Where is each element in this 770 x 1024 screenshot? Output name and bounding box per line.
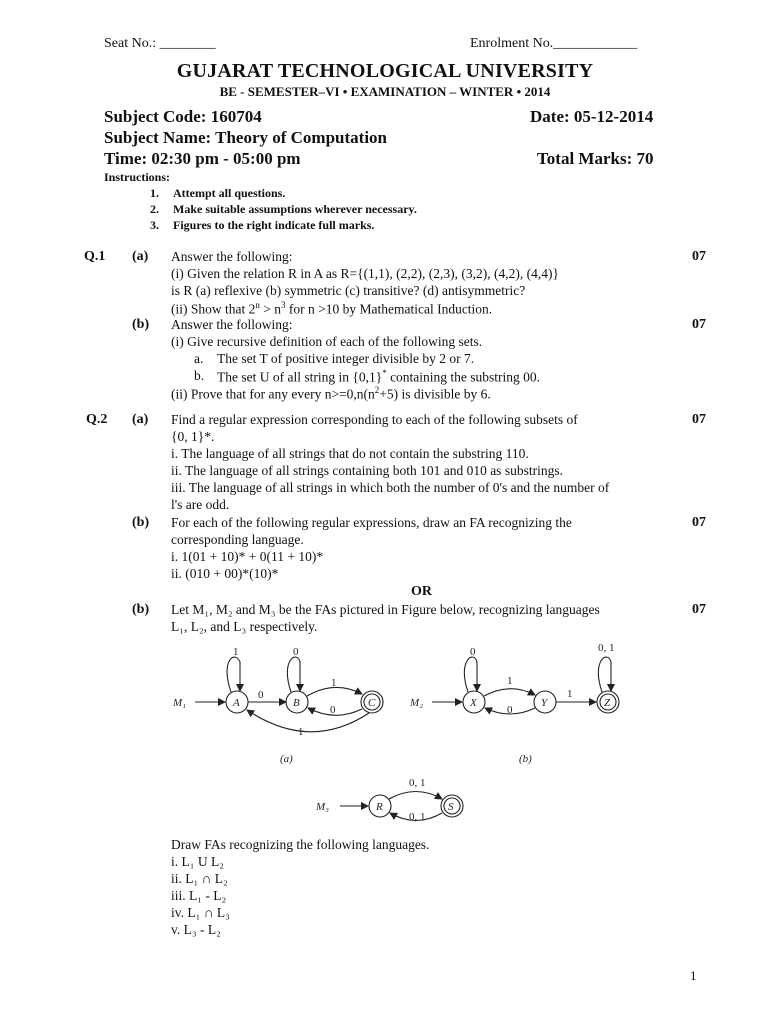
c-to-a-label: 1 — [298, 726, 304, 738]
draw-fas-item: iii. L₁ - L₂ — [171, 888, 227, 903]
q2b-alt-line: L₁, L₂, and L₃ respectively. — [171, 619, 318, 634]
state-c-label: C — [368, 697, 376, 709]
q1-part-b-marks: 07 — [692, 317, 706, 332]
draw-fas-intro: Draw FAs recognizing the following languages. — [171, 837, 430, 852]
instruction-item: Figures to the right indicate full marks. — [173, 218, 375, 232]
instruction-item: Make suitable assumptions wherever necessary. — [173, 202, 417, 216]
q1b-line: (i) Give recursive definition of each of the following sets. — [171, 334, 483, 349]
draw-fas-item: ii. L₁ ∩ L₂ — [171, 871, 228, 886]
c-to-b-label: 0 — [330, 704, 336, 716]
state-b-label: B — [293, 697, 300, 709]
exam-subtitle: BE - SEMESTER–VI • EXAMINATION – WINTER • 2014 — [219, 84, 551, 99]
loop-b-label: 0 — [293, 646, 299, 658]
q2b-alt-line: Let M₁, M₂ and M₃ be the FAs pictured in Figure below, recognizing languages — [171, 602, 600, 617]
a-to-b-label: 0 — [258, 689, 264, 701]
total-marks: Total Marks: 70 — [537, 149, 654, 168]
q2-part-b-label: (b) — [132, 515, 150, 530]
q2b-line: For each of the following regular expressions, draw an FA recognizing the — [171, 515, 572, 530]
y-to-x-label: 0 — [507, 704, 513, 716]
instruction-number: 2. — [150, 202, 159, 216]
m2-machine-label: M₂ — [410, 697, 423, 709]
q2a-line: iii. The language of all strings in which both the number of 0's and the number of — [171, 480, 610, 495]
q2b-line: i. 1(01 + 10)* + 0(11 + 10)* — [171, 549, 324, 564]
q1b-sub-item: The set U of all string in {0,1}* containing the substring 00. — [217, 368, 541, 385]
page-number: 1 — [690, 968, 697, 983]
q1a-line: is R (a) reflexive (b) symmetric (c) transitive? (d) antisymmetric? — [171, 283, 526, 298]
q1b-line: Answer the following: — [171, 317, 293, 332]
instruction-item: Attempt all questions. — [173, 186, 286, 200]
q1b-sub-item: The set T of positive integer divisible by 2 or 7. — [217, 351, 475, 366]
q2-part-a-marks: 07 — [692, 412, 706, 427]
q1-part-a-label: (a) — [132, 249, 149, 264]
s-to-r-label: 0, 1 — [409, 811, 426, 823]
question-2-label: Q.2 — [86, 412, 108, 427]
r-to-s-label: 0, 1 — [409, 777, 426, 789]
q1-part-b-label: (b) — [132, 317, 150, 332]
x-to-y-edge — [484, 689, 535, 696]
instructions-label: Instructions: — [104, 170, 171, 184]
loop-a-edge — [227, 657, 240, 692]
r-to-s-edge — [389, 792, 442, 800]
q1b-sub-num: b. — [194, 368, 205, 383]
m1-machine-label: M₁ — [173, 697, 186, 709]
q1b-sub-num: a. — [194, 351, 204, 366]
loop-z-edge — [598, 657, 611, 692]
state-z-label: Z — [604, 697, 611, 709]
loop-x-label: 0 — [470, 646, 476, 658]
q2-part-b-marks: 07 — [692, 515, 706, 530]
m3-machine-label: M₃ — [316, 801, 329, 813]
q2-part-b-alt-marks: 07 — [692, 602, 706, 617]
q1-part-a-marks: 07 — [692, 249, 706, 264]
q2-part-a-label: (a) — [132, 412, 149, 427]
exam-date: Date: 05-12-2014 — [530, 107, 654, 126]
q2a-line: Find a regular expression corresponding to each of the following subsets of — [171, 412, 578, 427]
loop-b-edge — [287, 657, 300, 692]
subject-code: Subject Code: 160704 — [104, 107, 262, 126]
q2-part-b-alt-label: (b) — [132, 602, 150, 617]
or-divider: OR — [411, 584, 432, 599]
state-x-label: X — [470, 697, 477, 709]
subject-name: Subject Name: Theory of Computation — [104, 128, 388, 147]
q2a-line: {0, 1}*. — [171, 429, 215, 444]
x-to-y-label: 1 — [507, 675, 513, 687]
figure-b-caption: (b) — [519, 753, 532, 765]
enrolment-number-field: Enrolment No.____________ — [470, 36, 638, 51]
instruction-number: 3. — [150, 218, 159, 232]
q1b-line-divisible: (ii) Prove that for any every $n>=0,n(n^2+5)$ is divisible by 6. — [171, 385, 491, 402]
draw-fas-item: i. L₁ U L₂ — [171, 854, 224, 869]
seat-number-field: Seat No.: ________ — [104, 36, 216, 51]
draw-fas-item: iv. L₁ ∩ L₃ — [171, 905, 230, 920]
q2a-line: i. The language of all strings that do not contain the substring 110. — [171, 446, 529, 461]
loop-z-label: 0, 1 — [598, 642, 615, 654]
instruction-number: 1. — [150, 186, 159, 200]
loop-a-label: 1 — [233, 646, 239, 658]
figure-a-caption: (a) — [280, 753, 293, 765]
q2b-line: corresponding language. — [171, 532, 304, 547]
q2a-line: l's are odd. — [171, 497, 230, 512]
state-s-label: S — [448, 801, 454, 813]
q1a-line: Answer the following: — [171, 249, 293, 264]
state-y-label: Y — [541, 697, 548, 709]
exam-time: Time: 02:30 pm - 05:00 pm — [104, 149, 301, 168]
b-to-c-label: 1 — [331, 677, 337, 689]
state-r-label: R — [376, 801, 383, 813]
q2a-line: ii. The language of all strings containing both 101 and 010 as substrings. — [171, 463, 563, 478]
q1a-line-induction: (ii) Show that $2^n > n^3$ for n >10 by Mathematical Induction. — [171, 300, 493, 317]
question-1-label: Q.1 — [84, 249, 106, 264]
q2b-line: ii. (010 + 00)*(10)* — [171, 566, 279, 581]
y-to-z-label: 1 — [567, 688, 573, 700]
q1a-line: (i) Given the relation R in A as R={(1,1), (2,2), (2,3), (3,2), (4,2), (4,4)} — [171, 266, 559, 281]
draw-fas-item: v. L₃ - L₂ — [171, 922, 221, 937]
loop-x-edge — [464, 657, 477, 692]
university-title: GUJARAT TECHNOLOGICAL UNIVERSITY — [176, 60, 594, 82]
state-a-label: A — [233, 697, 240, 709]
